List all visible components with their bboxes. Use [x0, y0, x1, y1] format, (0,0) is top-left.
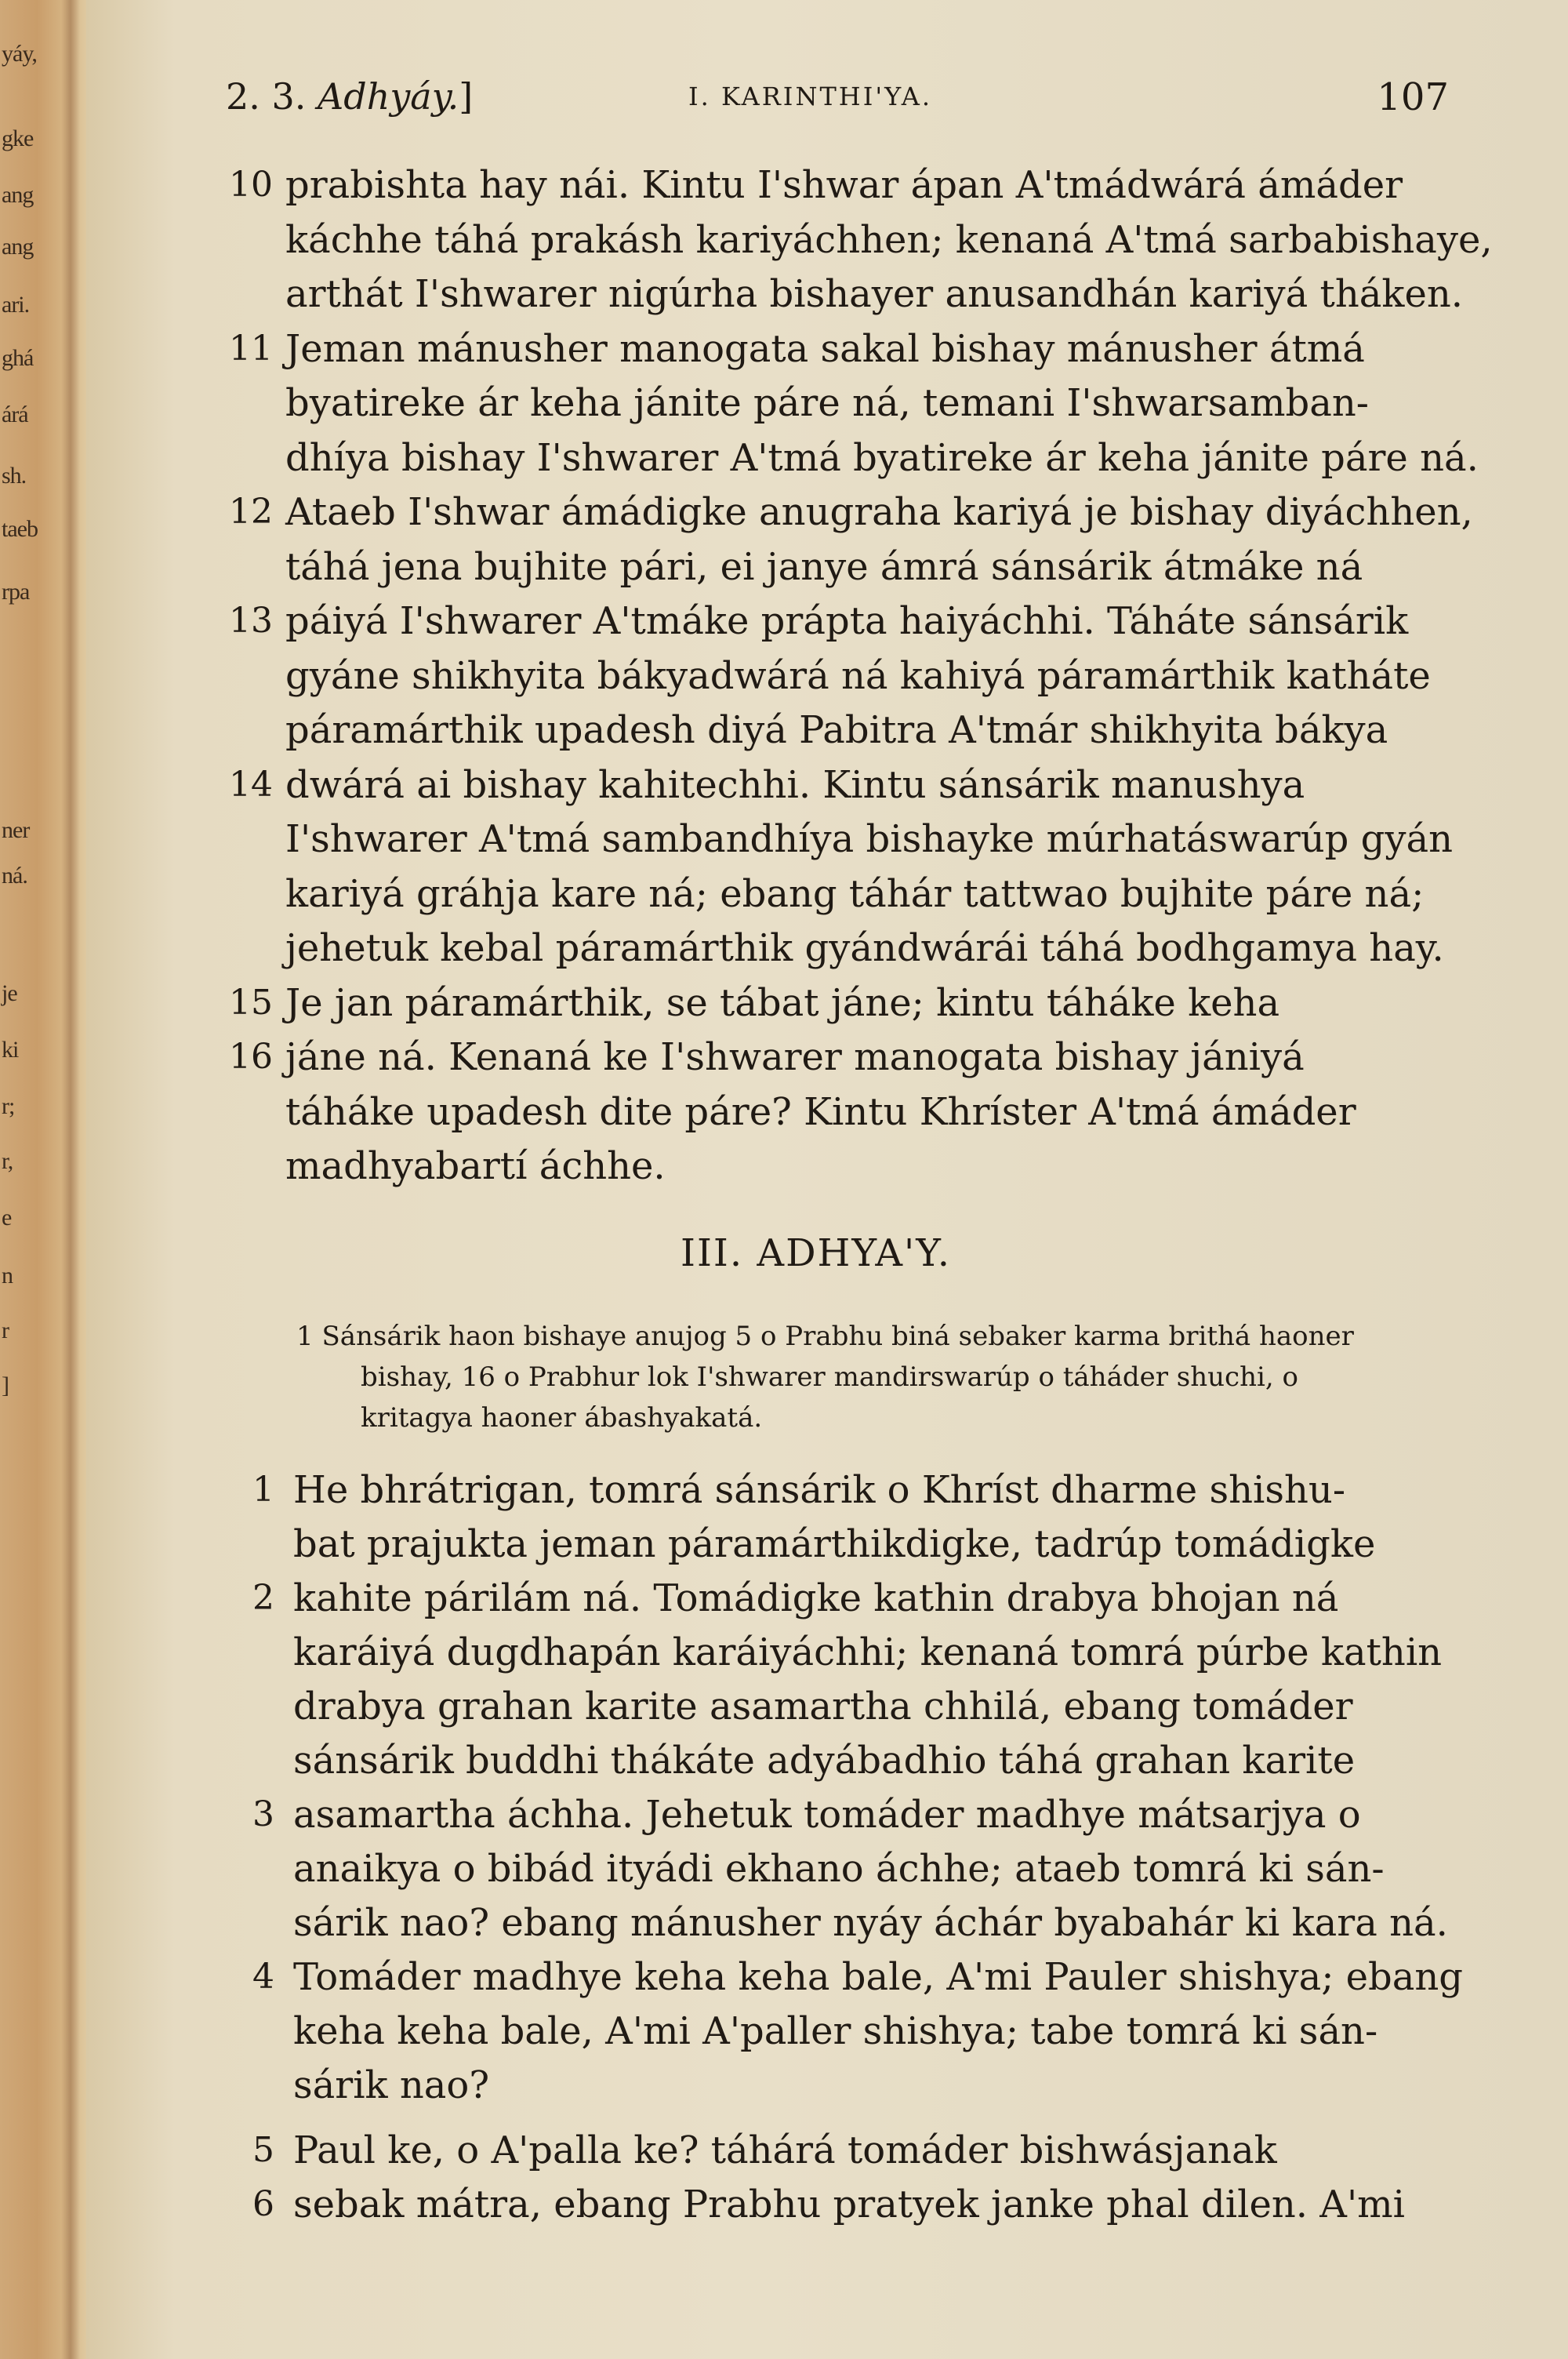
fragment: rpa	[2, 579, 30, 605]
verse-number: 2	[252, 1578, 274, 1618]
fragment: e	[2, 1205, 12, 1230]
verse-number: 13	[229, 601, 273, 641]
verse-number: 14	[229, 764, 273, 805]
fragment: ]	[2, 1372, 9, 1398]
fragment: ang	[2, 234, 34, 260]
summary-line: 1 Sánsárik haon bishaye anujog 5 o Prabhu biná sebaker karma brithá haoner	[296, 1321, 1354, 1352]
verse-number: 11	[229, 328, 273, 369]
running-head-title: I. KARINTHI'YA.	[688, 82, 933, 111]
fragment: ang	[2, 182, 34, 208]
verse-number: 10	[229, 165, 273, 205]
fragment: ná.	[2, 863, 27, 889]
line-text: táhá jena bujhite pári, ei janye ámrá sánsárik átmáke ná	[285, 544, 1363, 589]
line-text: I'shwarer A'tmá sambandhíya bishayke múrhatáswarúp gyán	[285, 817, 1453, 861]
line-text: sebak mátra, ebang Prabhu pratyek janke phal dilen. A'mi	[293, 2183, 1406, 2226]
line-text: páramárthik upadesh diyá Pabitra A'tmár shikhyita bákya	[285, 708, 1388, 752]
fragment: árá	[2, 402, 28, 427]
line-text: kahite párilám ná. Tomádigke kathin drabya bhojan ná	[293, 1576, 1339, 1620]
fragment: r,	[2, 1148, 13, 1174]
line-text: byatireke ár keha jánite páre ná, temani I'shwarsamban-	[285, 381, 1369, 425]
line-text: anaikya o bibád ityádi ekhano áchhe; ataeb tomrá ki sán-	[293, 1847, 1385, 1891]
verse-number: 4	[252, 1957, 274, 1997]
fragment: ghá	[2, 345, 34, 371]
verse-number: 12	[229, 492, 273, 532]
line-text: drabya grahan karite asamartha chhilá, ebang tomáder	[293, 1685, 1353, 1728]
line-text: dwárá ai bishay kahitechhi. Kintu sánsárik manushya	[285, 762, 1305, 807]
line-text: sánsárik buddhi thákáte adyábadhio táhá grahan karite	[293, 1739, 1356, 1783]
verse-number: 6	[252, 2184, 274, 2224]
fragment: ari.	[2, 292, 30, 318]
line-text: sárik nao? ebang mánusher nyáy áchár byabahár ki kara ná.	[293, 1901, 1448, 1945]
line-text: bat prajukta jeman páramárthikdigke, tadrúp tomádigke	[293, 1522, 1376, 1566]
line-text: prabishta hay nái. Kintu I'shwar ápan A'tmádwárá ámáder	[285, 163, 1403, 207]
line-text: sárik nao?	[293, 2063, 490, 2107]
line-text: He bhrátrigan, tomrá sánsárik o Khríst dharme shishu-	[293, 1468, 1346, 1512]
line-text: Tomáder madhye keha keha bale, A'mi Pauler shishya; ebang	[293, 1955, 1464, 1999]
line-text: kariyá gráhja kare ná; ebang táhár tattwao bujhite páre ná;	[285, 871, 1425, 916]
line-text: káchhe táhá prakásh kariyáchhen; kenaná A'tmá sarbabishaye,	[285, 217, 1493, 262]
adjacent-page-fragments	[0, 0, 63, 2359]
line-text: Paul ke, o A'palla ke? táhárá tomáder bishwásjanak	[293, 2128, 1277, 2172]
running-head-chapter: 2. 3. Adhyáy.]	[226, 75, 474, 118]
fragment: taeb	[2, 516, 38, 542]
line-text: karáiyá dugdhapán karáiyáchhi; kenaná tomrá púrbe kathin	[293, 1630, 1443, 1674]
verse-number: 15	[229, 982, 273, 1023]
line-text: arthát I'shwarer nigúrha bishayer anusandhán kariyá tháken.	[285, 272, 1464, 316]
verse-number: 3	[252, 1794, 274, 1834]
fragment: yáy,	[2, 41, 37, 67]
verse-number: 16	[229, 1037, 273, 1077]
line-text: Ataeb I'shwar ámádigke anugraha kariyá je bishay diyáchhen,	[285, 490, 1473, 534]
verse-number: 5	[252, 2130, 274, 2170]
chapter-heading: III. ADHYA'Y.	[681, 1231, 951, 1275]
fragment: je	[2, 980, 17, 1006]
fragment: sh.	[2, 463, 27, 489]
summary-line: kritagya haoner ábashyakatá.	[361, 1402, 763, 1434]
page-number: 107	[1377, 75, 1449, 119]
line-text: Je jan páramárthik, se tábat jáne; kintu táháke keha	[285, 980, 1280, 1025]
line-text: dhíya bishay I'shwarer A'tmá byatireke ár keha jánite páre ná.	[285, 435, 1479, 480]
line-text: Jeman mánusher manogata sakal bishay mánusher átmá	[285, 326, 1365, 371]
line-text: asamartha áchha. Jehetuk tomáder madhye mátsarjya o	[293, 1793, 1361, 1837]
fragment: ner	[2, 817, 30, 843]
verse-number: 1	[252, 1470, 274, 1510]
fragment: r;	[2, 1093, 15, 1119]
running-head	[226, 75, 1449, 122]
fragment: r	[2, 1318, 9, 1343]
fragment: ki	[2, 1037, 19, 1063]
binding-shadow	[61, 0, 80, 2359]
summary-line: bishay, 16 o Prabhur lok I'shwarer mandirswarúp o táháder shuchi, o	[361, 1361, 1298, 1393]
line-text: jehetuk kebal páramárthik gyándwárái táhá bodhgamya hay.	[285, 926, 1444, 970]
fragment: n	[2, 1263, 13, 1289]
fragment: gke	[2, 125, 34, 151]
line-text: páiyá I'shwarer A'tmáke prápta haiyáchhi. Táháte sánsárik	[285, 599, 1409, 643]
line-text: jáne ná. Kenaná ke I'shwarer manogata bishay jániyá	[285, 1035, 1305, 1079]
line-text: gyáne shikhyita bákyadwárá ná kahiyá páramárthik katháte	[285, 653, 1431, 698]
line-text: madhyabartí áchhe.	[285, 1144, 666, 1188]
line-text: keha keha bale, A'mi A'paller shishya; tabe tomrá ki sán-	[293, 2009, 1378, 2053]
line-text: táháke upadesh dite páre? Kintu Khríster A'tmá ámáder	[285, 1089, 1356, 1134]
